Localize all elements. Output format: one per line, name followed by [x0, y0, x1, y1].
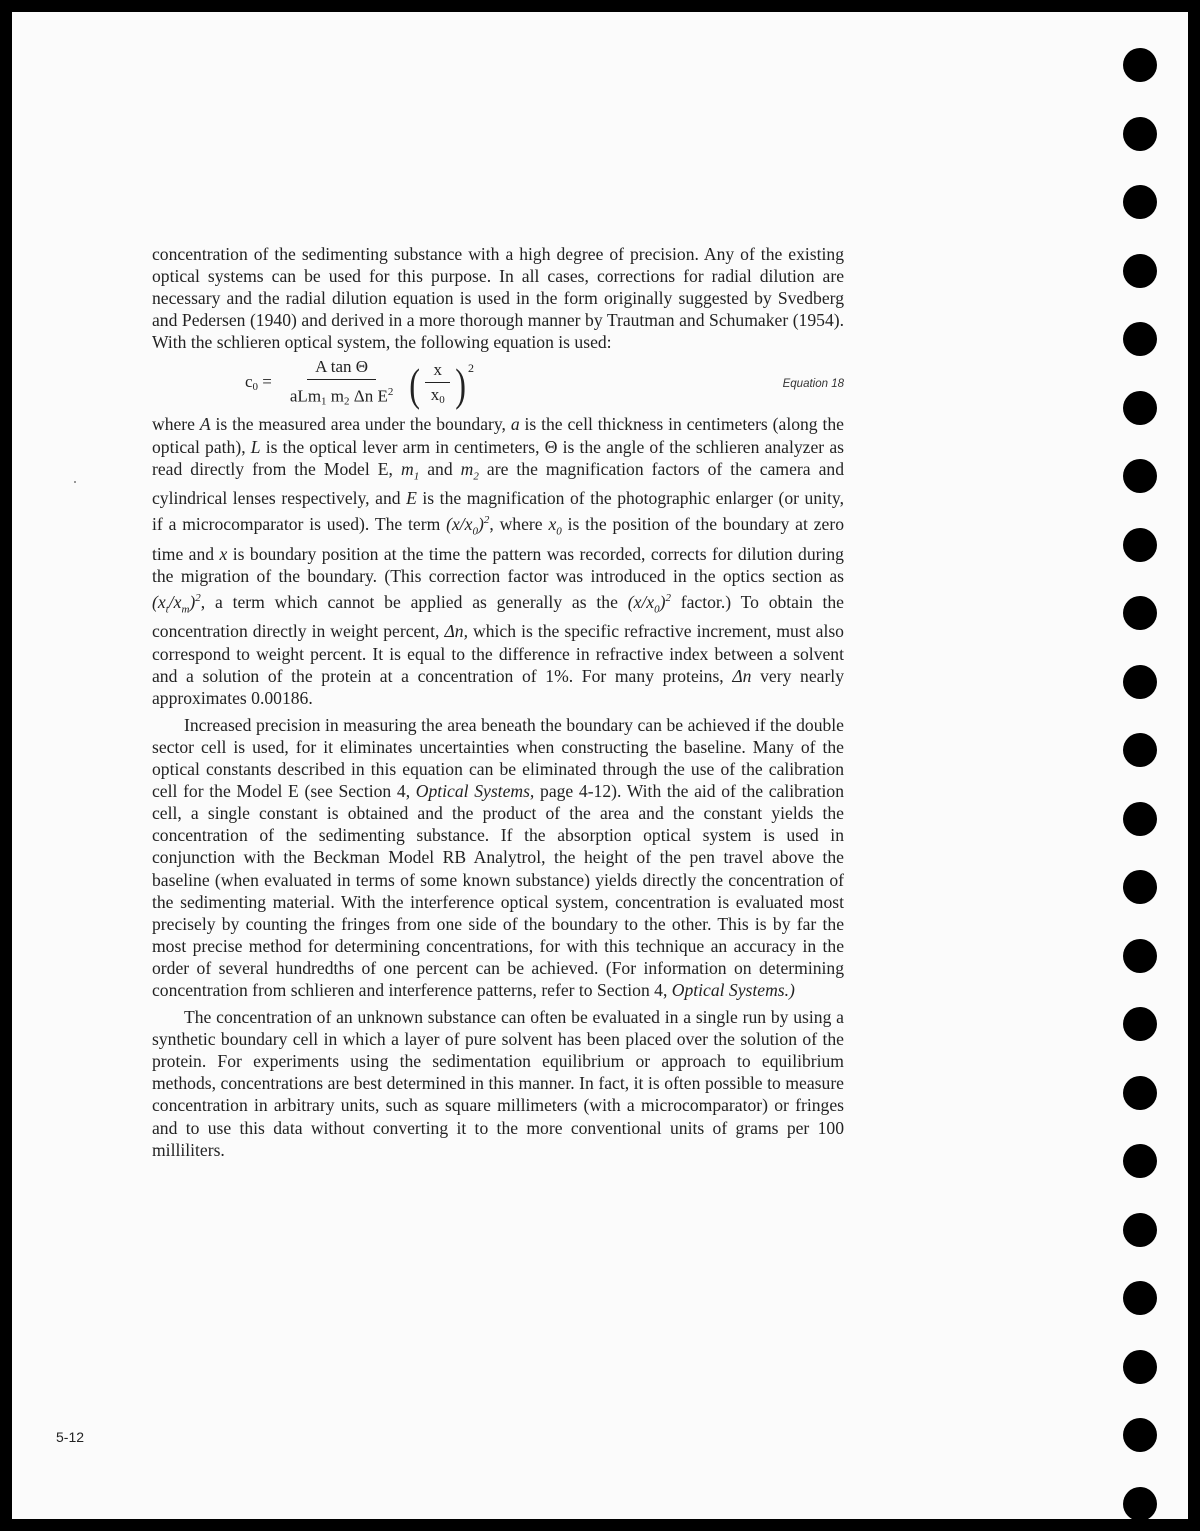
p2-term2-sub2: m [181, 603, 190, 616]
ratio-den-symbol: x [430, 384, 440, 404]
p2-term2-sup: 2 [195, 592, 201, 605]
binder-hole [1123, 254, 1157, 288]
p2-term1-close: ) [478, 514, 484, 535]
binder-hole [1123, 1350, 1157, 1384]
p2-term-3 [627, 591, 671, 616]
equation-math [245, 357, 474, 412]
p2-text-6: are the magnification factors of the camera and cylindrical lenses respectively, and [152, 458, 844, 509]
equation-18 [152, 355, 844, 411]
p3-text-1: Increased precision in measuring the area beneath the boundary can be achieved if the double sector cell is used, for it eliminates uncertainties when constructing the baseline. Many of the optical constants described in this equation can be eliminated through the use of the calibration cell for the Model E (see Section 4, [152, 714, 844, 802]
paragraph-1: concentration of the sedimenting substance with a high degree of precision. Any of the existing optical systems can be used for this purpose. In all cases, corrections for radial dilution are necessary and the radial dilution equation is used in the form originally suggested by Svedberg and Pedersen (1940) and derived in a more thorough manner by Trautman and Schumaker (1954). With the schlieren optical system, the following equation is used: [152, 244, 844, 353]
binder-hole [1123, 322, 1157, 356]
binder-hole [1123, 870, 1157, 904]
p2-text-1: where [152, 414, 200, 435]
paragraph-2 [152, 413, 844, 708]
ratio-fraction [423, 360, 453, 410]
p2-text-11: , a term which cannot be applied as generally as the [200, 591, 628, 612]
binder-hole [1123, 596, 1157, 630]
den-sub-2: 2 [344, 396, 350, 409]
p2-var-m2 [460, 458, 479, 483]
p2-text-9: is the position of the boundary at zero time and [152, 514, 844, 564]
p2-term2-mid: /x [168, 591, 182, 612]
den-sub-1: 1 [321, 396, 327, 409]
p2-m1: m [400, 458, 414, 479]
binder-hole [1123, 528, 1157, 562]
lhs-symbol: c [245, 372, 253, 392]
ratio-denominator [423, 383, 453, 410]
p3-italic-2: Optical Systems.) [671, 979, 795, 1000]
paren-close: ) [454, 358, 466, 410]
p2-term3-a: (x/x [627, 591, 655, 612]
binder-holes [1123, 48, 1157, 1508]
p2-text-13: which is the specific refractive increment, must also correspond to weight percent. It is equal to the difference in refractive index between a solvent and a solution of the protein at a concentration of 1%. For many proteins, [152, 621, 844, 686]
equation-exponent: 2 [468, 361, 475, 376]
paren-open: ( [409, 358, 421, 410]
p2-term3-close: ) [659, 591, 666, 612]
p2-term2-close: ) [189, 591, 196, 612]
den-part-a: aLm [289, 387, 322, 407]
p2-x0-sub: 0 [556, 525, 562, 538]
p2-term2-sub1: t [165, 603, 169, 616]
binder-hole [1123, 1213, 1157, 1247]
ratio-numerator: x [425, 360, 450, 383]
binder-hole [1123, 459, 1157, 493]
main-fraction [282, 357, 401, 412]
document-page [12, 12, 1188, 1519]
equals-sign: = [262, 372, 272, 392]
p2-m1-sub: 1 [413, 470, 420, 483]
binder-hole [1123, 802, 1157, 836]
binder-hole [1123, 1007, 1157, 1041]
binder-hole [1123, 939, 1157, 973]
lhs-subscript: 0 [252, 381, 259, 394]
p2-var-a: a [510, 414, 520, 435]
den-sup: 2 [387, 386, 394, 399]
p2-term-1 [446, 514, 490, 538]
p2-var-E: E [406, 488, 417, 509]
p2-term1-sup: 2 [483, 514, 490, 527]
p2-delta-n: Δn, [444, 621, 468, 642]
paragraph-4: The concentration of an unknown substance can often be evaluated in a single run by using a synthetic boundary cell in which a layer of pure solvent has been placed over the solution of the protein. For experiments using the sedimentation equilibrium or approach to equilibrium methods, concentrations are best determined in this manner. In fact, it is often possible to measure concentration in arbitrary units, such as square millimeters (with a microcomparator) or fringes and to use this data without converting it to the more conventional units of grams per 100 milliliters. [152, 1007, 844, 1160]
p2-var-A: A [199, 414, 211, 435]
den-part-c: Δn E [349, 387, 388, 407]
p2-var-m1 [400, 458, 420, 483]
binder-hole [1123, 1281, 1157, 1315]
paper-speck [74, 481, 76, 483]
p2-delta-n-2: Δn [732, 665, 752, 686]
binder-hole [1123, 1076, 1157, 1110]
binder-hole [1123, 1418, 1157, 1452]
p2-var-L: L [250, 436, 261, 457]
den-part-b: m [326, 387, 345, 407]
fraction-numerator: A tan Θ [307, 357, 376, 380]
binder-hole [1123, 391, 1157, 425]
p2-var-x: x [219, 543, 228, 564]
binder-hole [1123, 1487, 1157, 1520]
p2-m2-sub: 2 [473, 470, 479, 483]
equation-label: Equation 18 [782, 378, 844, 391]
p2-text-7: is the magnification of the photographic enlarger (or unity, if a microcomparator is used). The term [152, 488, 844, 535]
p2-text-10: is boundary position at the time the pattern was recorded, corrects for dilution during the migration of the boundary. (This correction factor was introduced in the optics section as [152, 543, 844, 586]
binder-hole [1123, 733, 1157, 767]
p2-text-2: is the measured area under the boundary, [210, 414, 511, 435]
p3-italic-1: Optical Systems, [415, 781, 535, 802]
binder-hole [1123, 117, 1157, 151]
p2-m2: m [460, 458, 474, 479]
p2-text-14: very nearly approximates 0.00186. [152, 665, 844, 708]
p2-text-12: factor.) To obtain the concentration directly in weight percent, [152, 591, 844, 642]
p2-term-2 [152, 591, 201, 616]
p2-term3-sub: 0 [654, 603, 660, 616]
p2-x0: x [548, 514, 557, 535]
p2-var-x0 [548, 514, 562, 538]
binder-hole [1123, 665, 1157, 699]
binder-hole [1123, 185, 1157, 219]
p2-text-5: and [419, 458, 461, 479]
equation-lhs [245, 371, 272, 398]
p3-text-2: page 4-12). With the aid of the calibration cell, a single constant is obtained and the product of the area and the constant yields the concentration of the sedimenting substance. If the absorption optical system is used in conjunction with the Beckman Model RB Analytrol, the height of the pen travel above the baseline (when evaluated in terms of some known substance) yields directly the concentration of the sedimenting material. With the interference optical system, concentration is evaluated most precisely by counting the fringes from one side of the boundary to the other. This is by far the most precise method for determining concentrations, for with this technique an accuracy in the order of several hundredths of one percent can be achieved. (For information on determining concentration from schlieren and interference patterns, refer to Section 4, [152, 781, 844, 1000]
p2-term2-a: (x [152, 591, 166, 612]
fraction-denominator [282, 380, 401, 412]
p2-text-4: is the optical lever arm in centimeters, Θ is the angle of the schlieren analyzer as read directly from the Model E, [152, 436, 844, 479]
binder-hole [1123, 48, 1157, 82]
p2-text-3: is the cell thickness in centimeters (along the optical path), [152, 414, 844, 457]
p2-term3-sup: 2 [665, 592, 671, 605]
p2-text-8: , where [489, 514, 549, 535]
p2-term1-sub: 0 [472, 525, 478, 538]
p2-term1-a: (x/x [446, 514, 473, 535]
page-number: 5-12 [56, 1429, 85, 1445]
ratio-den-sub: 0 [439, 393, 445, 406]
binder-hole [1123, 1144, 1157, 1178]
body-text [152, 243, 844, 1161]
paragraph-3 [152, 714, 844, 1001]
